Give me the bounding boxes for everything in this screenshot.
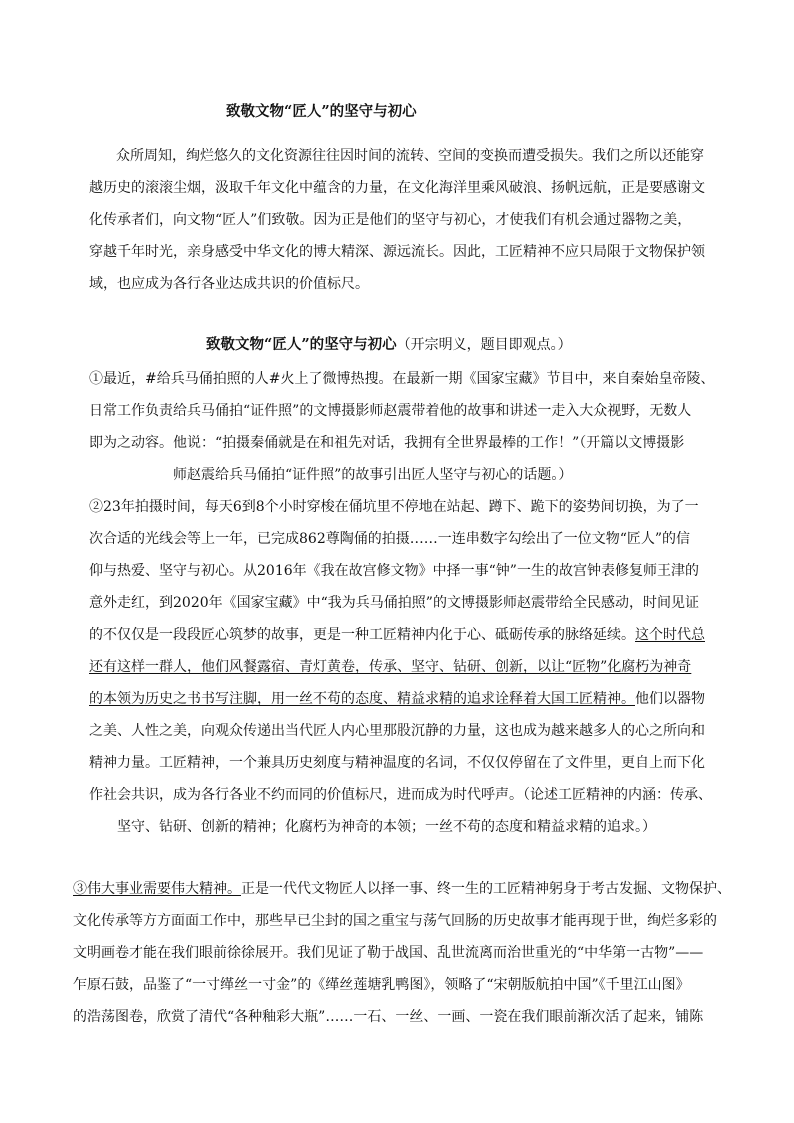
para2-line-7-tail: 他们以器物 [635,691,705,707]
underlined-sentence-end: 的本领为历史之书书写注脚，用一丝不苟的态度、精益求精的追求诠释着大国工匠精神。 [89,691,635,707]
underlined-sentence-start: 这个时代总 [635,627,705,643]
para2-line-8: 之美、人性之美，向观众传递出当代匠人内心里那股沉静的力量，这也成为越来越多人的心之所向和 [89,723,705,739]
para3-line-3: 文明画卷才能在我们眼前徐徐展开。我们见证了勒于战国、乱世流离而治世重光的“中华第一古物”—— [73,945,704,961]
section1-line-1: 众所周知，绚烂悠久的文化资源往往因时间的流转、空间的变换而遭受损失。我们之所以还能穿 [116,148,704,164]
section2-title: 致敬文物“匠人”的坚守与初心 [206,336,397,353]
para1-line-4: 师赵震给兵马俑拍“证件照”的故事引出匠人坚守与初心的话题。） [173,467,573,483]
section1-title: 致敬文物“匠人”的坚守与初心 [226,103,417,120]
para2-line-7 [89,689,705,709]
para3-line-2: 文化传承等方方面面工作中，那些早已尘封的国之重宝与荡气回肠的历史故事才能再现于世，绚烂多彩的 [73,913,717,929]
section1-line-3: 化传承者们，向文物“匠人”们致敬。因为正是他们的坚守与初心，才使我们有机会通过器物之美， [89,212,692,228]
section2-title-note: （开宗明义，题目即观点。） [396,337,572,353]
section1-line-4: 穿越千年时光，亲身感受中华文化的博大精深、源远流长。因此，工匠精神不应只局限于文物保护领 [89,244,705,260]
section1-line-5: 域，也应成为各行各业达成共识的价值标尺。 [89,276,369,292]
para2-line-5-plain: 的不仅仅是一段段匠心筑梦的故事，更是一种工匠精神内化于心、砥砺传承的脉络延续。 [89,627,635,643]
para3-lead-rest: 正是一代代文物匠人以择一事、终一生的工匠精神躬身于考古发掘、文物保护、 [241,881,731,897]
para2-line-4: 意外走红，到2020年《国家宝藏》中“我为兵马俑拍照”的文博摄影师赵震带给全民感动，时间见证 [89,595,699,611]
para2-line-6: 还有这样一群人，他们风餐露宿、青灯黄卷，传承、坚守、钻研、创新，以让“匠物”化腐朽为神奇 [89,659,692,675]
para2-line-3: 仰与热爱、坚守与初心。从2016年《我在故宫修文物》中择一事“钟”一生的故宫钟表修复师王津的 [89,563,699,579]
para1-line-1: ①最近，#给兵马俑拍照的人#火上了微博热搜。在最新一期《国家宝藏》节目中，来自秦始皇帝陵、 [89,371,715,387]
para2-line-10: 作社会共识，成为各行各业不约而同的价值标尺，进而成为时代呼声。（论述工匠精神的内涵：传承、 [89,787,712,803]
para3-line-5: 的浩荡图卷，欣赏了清代“各种釉彩大瓶”……一石、一丝、一画、一瓷在我们眼前渐次活了起来，铺陈 [73,1009,704,1025]
para2-line-11: 坚守、钻研、创新的精神；化腐朽为神奇的本领；一丝不苟的态度和精益求精的追求。） [117,819,656,835]
para3-line-4: 乍原石鼓，品鉴了“一寸缂丝一寸金”的《缂丝莲塘乳鸭图》，领略了“宋朝版航拍中国”《千里江山图》 [73,977,690,993]
para2-line-1: ②23年拍摄时间，每天6到8个小时穿梭在俑坑里不停地在站起、蹲下、跪下的姿势间切换，为了一 [89,499,699,515]
para2-line-9: 精神力量。工匠精神，一个兼具历史刻度与精神温度的名词，不仅仅停留在了文件里，更自上而下化 [89,755,705,771]
section1-line-2: 越历史的滚滚尘烟，汲取千年文化中蕴含的力量，在文化海洋里乘风破浪、扬帆远航，正是要感谢文 [89,180,705,196]
para3-line-1 [73,879,731,899]
para3-lead-underlined: ③伟大事业需要伟大精神。 [73,881,241,897]
section2-heading [206,335,572,355]
para2-line-2: 次合适的光线会等上一年，已完成862尊陶俑的拍摄……一连串数字勾绘出了一位文物“匠人”的信 [89,531,691,547]
para1-line-2: 日常工作负责给兵马俑拍“证件照”的文博摄影师赵震带着他的故事和讲述一走入大众视野，无数人 [89,403,692,419]
para1-line-3: 即为之动容。他说：“拍摄秦俑就是在和祖先对话，我拥有全世界最棒的工作！”（开篇以文博摄影 [89,435,685,451]
para2-line-5 [89,625,705,645]
